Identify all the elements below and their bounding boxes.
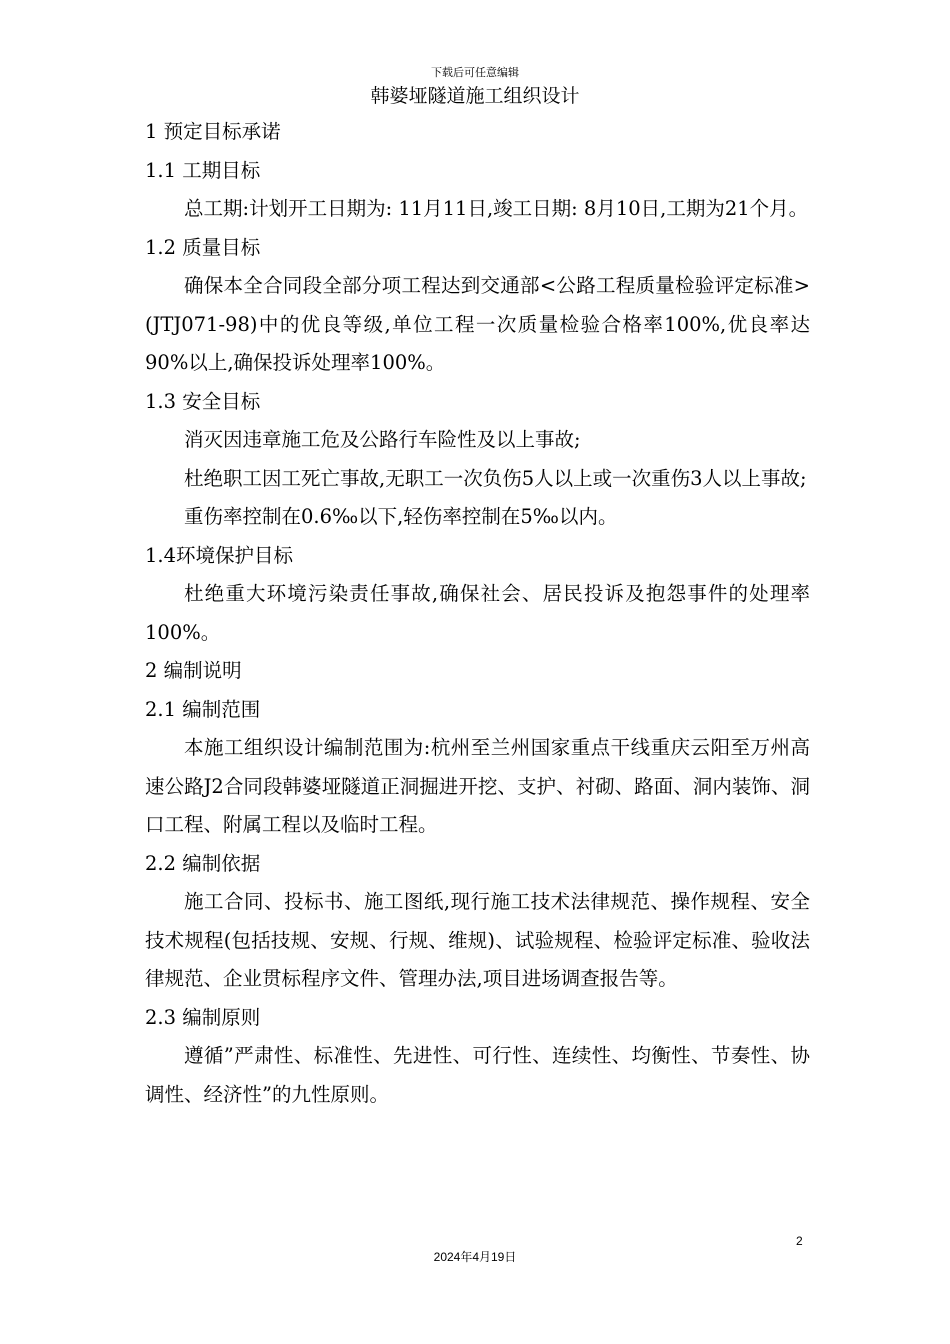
paragraph-safety-b: 杜绝职工因工死亡事故,无职工一次负伤5人以上或一次重伤3人以上事故; <box>184 466 807 490</box>
paragraph-quality: 确保本全合同段全部分项工程达到交通部<公路工程质量检验评定标准>(JTJ071-98)中的优良等级,单位工程一次质量检验合格率100%,优良率达90%以上,确保投诉处理率100%。 <box>145 274 810 374</box>
paragraph-scope: 本施工组织设计编制范围为:杭州至兰州国家重点干线重庆云阳至万州高速公路J2合同段韩婆垭隧道正洞掘进开挖、支护、衬砌、路面、洞内装饰、洞口工程、附属工程以及临时工程。 <box>145 736 810 836</box>
subsection-heading-1-1: 1.1 工期目标 <box>145 158 261 182</box>
document-body <box>145 113 810 1114</box>
subsection-heading-1-3: 1.3 安全目标 <box>145 389 261 413</box>
subsection-heading-2-3: 2.3 编制原则 <box>145 1005 261 1029</box>
subsection-heading-2-1: 2.1 编制范围 <box>145 697 261 721</box>
paragraph-schedule: 总工期:计划开工日期为: 11月11日,竣工日期: 8月10日,工期为21个月。 <box>184 197 809 220</box>
paragraph-basis: 施工合同、投标书、施工图纸,现行施工技术法律规范、操作规程、安全技术规程(包括技规、安规、行规、维规)、试验规程、检验评定标准、验收法律规范、企业贯标程序文件、管理办法,项目进场调查报告等。 <box>145 890 810 990</box>
page-number: 2 <box>796 1234 803 1248</box>
subsection-heading-1-4: 1.4环境保护目标 <box>145 543 294 567</box>
paragraph-environment: 杜绝重大环境污染责任事故,确保社会、居民投诉及抱怨事件的处理率100%。 <box>145 582 810 644</box>
download-note: 下载后可任意编辑 <box>431 66 519 79</box>
subsection-heading-2-2: 2.2 编制依据 <box>145 851 261 875</box>
paragraph-safety-a: 消灭因违章施工危及公路行车险性及以上事故; <box>184 428 581 451</box>
paragraph-principles: 遵循”严肃性、标准性、先进性、可行性、连续性、均衡性、节奏性、协调性、经济性”的九性原则。 <box>145 1044 810 1106</box>
subsection-heading-1-2: 1.2 质量目标 <box>145 235 261 259</box>
footer-date: 2024年4月19日 <box>433 1250 517 1264</box>
section-heading-1: 1 预定目标承诺 <box>145 120 281 143</box>
section-heading-2: 2 编制说明 <box>145 659 242 682</box>
document-title: 韩婆垭隧道施工组织设计 <box>370 85 580 107</box>
paragraph-safety-c: 重伤率控制在0.6‰以下,轻伤率控制在5‰以内。 <box>184 505 618 528</box>
